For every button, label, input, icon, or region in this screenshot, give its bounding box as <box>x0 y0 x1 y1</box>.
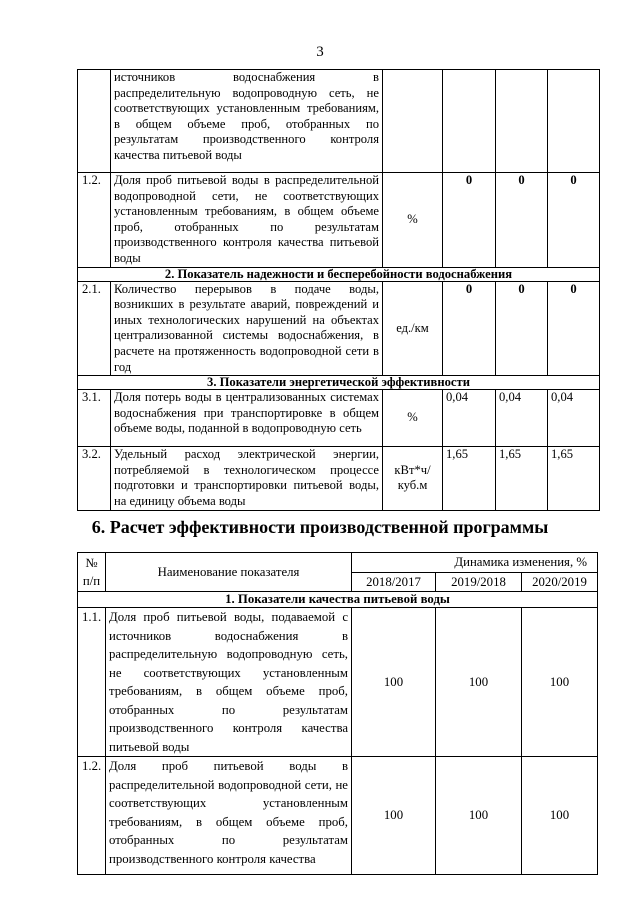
row-value-2: 100 <box>436 608 522 757</box>
row-number: 3.1. <box>78 390 111 447</box>
row-value-2: 100 <box>436 757 522 875</box>
row-value-2: 0,04 <box>496 390 548 447</box>
table-row <box>78 390 600 447</box>
section-row <box>78 592 598 608</box>
row-value-1: 0 <box>443 173 496 268</box>
table-row <box>78 173 600 268</box>
row-description: Доля потерь воды в централизованных системах водоснабжения при транспортировке в общем объеме воды, поданной в водопроводную сеть <box>111 390 383 447</box>
row-value-3: 0 <box>548 173 600 268</box>
section-row <box>78 267 600 281</box>
row-number: 2.1. <box>78 281 111 376</box>
row-value-1: 0,04 <box>443 390 496 447</box>
row-description: Удельный расход электрической энергии, потребляемой в технологическом процессе подготовки и транспортировки питьевой воды, на единицу объема воды <box>111 447 383 510</box>
row-value-3: 100 <box>522 757 598 875</box>
row-number: 1.1. <box>78 608 106 757</box>
row-value-3: 0,04 <box>548 390 600 447</box>
section-title: 3. Показатели энергетической эффективности <box>78 376 600 390</box>
row-unit: % <box>383 173 443 268</box>
table-row <box>78 608 598 757</box>
row-unit: кВт*ч/ куб.м <box>383 447 443 510</box>
row-value-2: 0 <box>496 281 548 376</box>
section-heading: 6. Расчет эффективности производственной программы <box>91 517 549 537</box>
header-num: № п/п <box>78 553 106 592</box>
table-row <box>78 757 598 875</box>
header-name: Наименование показателя <box>106 553 352 592</box>
row-value-1 <box>443 70 496 173</box>
row-description: Доля проб питьевой воды в распределительной водопроводной сети, не соответствующих установленным требованиям, в общем объеме проб, отобранных по результатам производственного контроля качества питьевой воды <box>111 173 383 268</box>
section-row <box>78 376 600 390</box>
row-value-2 <box>496 70 548 173</box>
row-number: 1.2. <box>78 757 106 875</box>
section-title: 2. Показатель надежности и бесперебойности водоснабжения <box>78 267 600 281</box>
row-value-2: 1,65 <box>496 447 548 510</box>
row-description: Количество перерывов в подаче воды, возникших в результате аварий, повреждений и иных технологических нарушений на объектах централизованной системы водоснабжения, в расчете на протяженность водопроводной сети в год <box>111 281 383 376</box>
row-value-2: 0 <box>496 173 548 268</box>
row-description: Доля проб питьевой воды, подаваемой с источников водоснабжения в распределительную водопроводную сеть, не соответствующих установленным требованиям, в общем объеме проб, отобранных по результатам производственного контроля качества питьевой воды <box>106 608 352 757</box>
header-dynamics: Динамика изменения, % <box>352 553 598 573</box>
page-number: 3 <box>316 44 324 60</box>
row-value-3: 1,65 <box>548 447 600 510</box>
table-row <box>78 281 600 376</box>
row-unit <box>383 70 443 173</box>
row-unit: % <box>383 390 443 447</box>
row-value-3 <box>548 70 600 173</box>
header-year-3: 2020/2019 <box>522 572 598 592</box>
row-value-1: 100 <box>352 608 436 757</box>
row-number: 3.2. <box>78 447 111 510</box>
row-value-1: 1,65 <box>443 447 496 510</box>
row-value-1: 0 <box>443 281 496 376</box>
table-row <box>78 70 600 173</box>
header-row <box>78 553 598 573</box>
row-value-3: 100 <box>522 608 598 757</box>
header-year-2: 2019/2018 <box>436 572 522 592</box>
row-number: 1.2. <box>78 173 111 268</box>
row-unit: ед./км <box>383 281 443 376</box>
row-value-3: 0 <box>548 281 600 376</box>
row-description: источников водоснабжения в распределительную водопроводную сеть, не соответствующих установленным требованиям, в общем объеме проб, отобранных по результатам производственного контроля качества питьевой воды <box>111 70 383 173</box>
header-year-1: 2018/2017 <box>352 572 436 592</box>
row-description: Доля проб питьевой воды в распределительной водопроводной сети, не соответствующих установленным требованиям, в общем объеме проб, отобранных по результатам производственного контроля качества <box>106 757 352 875</box>
row-number <box>78 70 111 173</box>
efficiency-table <box>77 552 598 875</box>
section-title: 1. Показатели качества питьевой воды <box>78 592 598 608</box>
table-row <box>78 447 600 510</box>
row-value-1: 100 <box>352 757 436 875</box>
indicators-table <box>77 69 600 511</box>
